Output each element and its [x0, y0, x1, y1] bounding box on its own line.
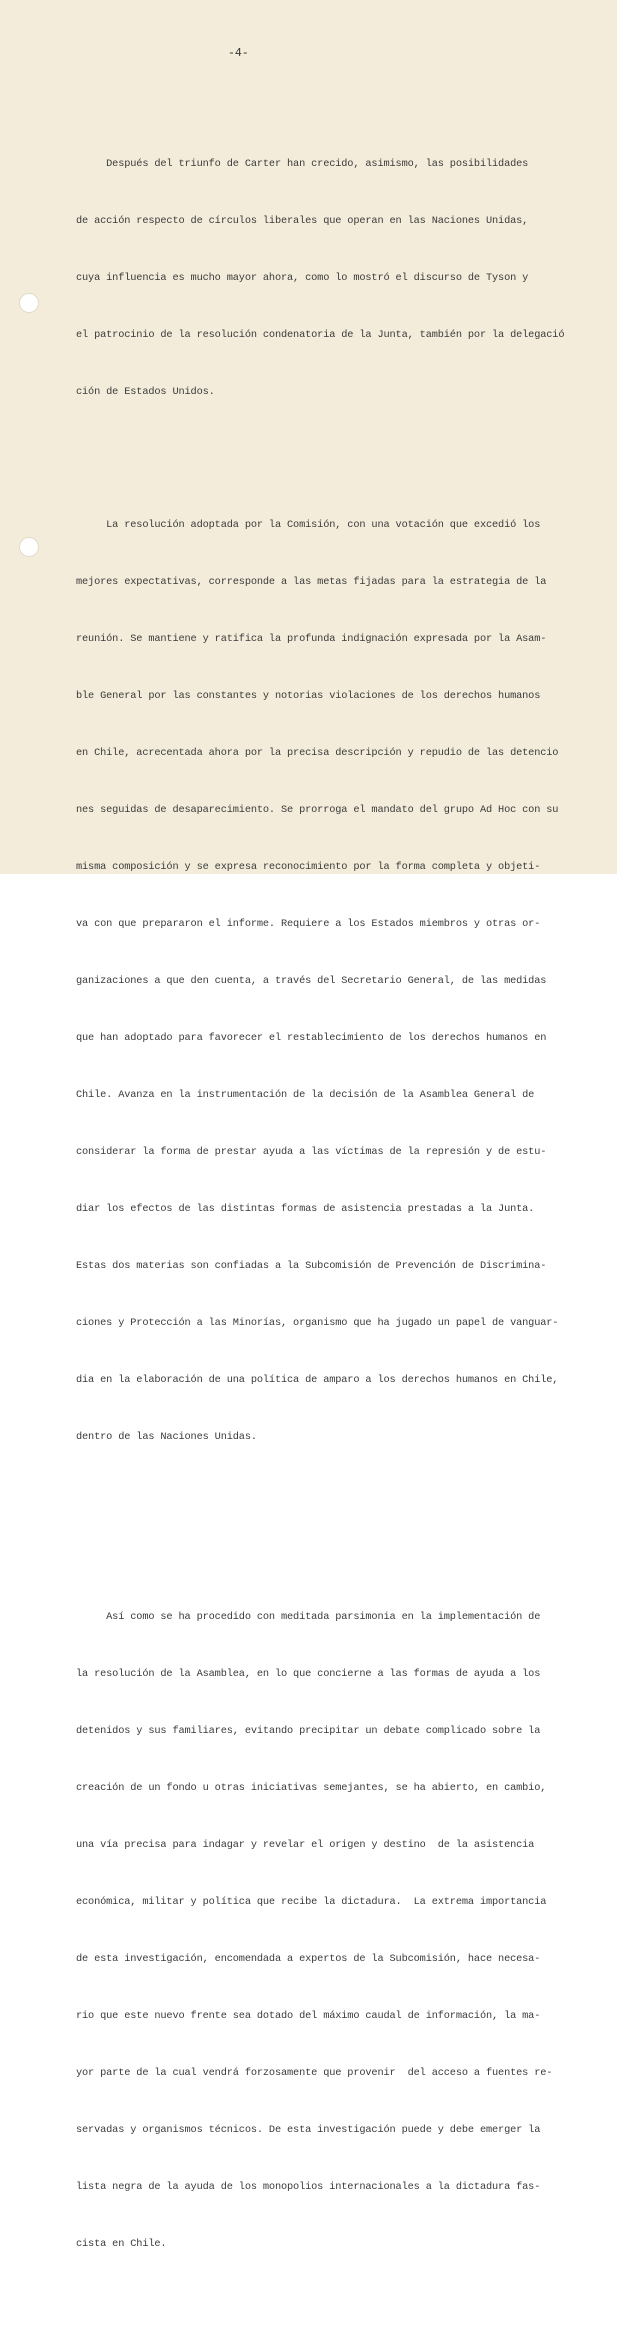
text-line: económica, militar y política que recibe la dictadura. La extrema importancia: [76, 1896, 547, 1908]
text-line: va con que prepararon el informe. Requiere a los Estados miembros y otras or-: [76, 918, 541, 930]
punch-hole: [19, 537, 39, 557]
text-line: la resolución de la Asamblea, en lo que concierne a las formas de ayuda a los: [76, 1668, 541, 1680]
punch-hole: [19, 293, 39, 313]
paragraph-gap: [76, 1523, 601, 1532]
text-line: Chile. Avanza en la instrumentación de la decisión de la Asamblea General de: [76, 1089, 535, 1101]
text-line: que han adoptado para favorecer el restablecimiento de los derechos humanos en: [76, 1032, 547, 1044]
text-line: detenidos y sus familiares, evitando precipitar un debate complicado sobre la: [76, 1725, 541, 1737]
page-number: -4-: [228, 47, 249, 60]
text-line: en Chile, acrecentada ahora por la precisa descripción y repudio de las detencio: [76, 747, 559, 759]
text-line: yor parte de la cual vendrá forzosamente que provenir del acceso a fuentes re-: [76, 2067, 553, 2079]
paragraph: [76, 478, 601, 1485]
text-line: Después del triunfo de Carter han crecido, asimismo, las posibilidades: [76, 158, 529, 170]
text-line: diar los efectos de las distintas formas de asistencia prestadas a la Junta.: [76, 1203, 535, 1215]
text-line: cista en Chile.: [76, 2238, 167, 2250]
text-line: una vía precisa para indagar y revelar el origen y destino de la asistencia: [76, 1839, 535, 1851]
text-line: ble General por las constantes y notorias violaciones de los derechos humanos: [76, 690, 541, 702]
text-line: de esta investigación, encomendada a expertos de la Subcomisión, hace necesa-: [76, 1953, 541, 1965]
text-line: de acción respecto de círculos liberales que operan en las Naciones Unidas,: [76, 215, 529, 227]
paragraph: [76, 117, 601, 440]
text-line: ganizaciones a que den cuenta, a través del Secretario General, de las medidas: [76, 975, 547, 987]
paragraph: [76, 1570, 601, 2292]
text-line: rio que este nuevo frente sea dotado del máximo caudal de información, la ma-: [76, 2010, 541, 2022]
text-line: cuya influencia es mucho mayor ahora, como lo mostró el discurso de Tyson y: [76, 272, 529, 284]
body-text: [76, 79, 601, 2330]
text-line: servadas y organismos técnicos. De esta investigación puede y debe emerger la: [76, 2124, 541, 2136]
text-line: misma composición y se expresa reconocimiento por la forma completa y objeti-: [76, 861, 541, 873]
text-line: La resolución adoptada por la Comisión, con una votación que excedió los: [76, 519, 541, 531]
text-line: ción de Estados Unidos.: [76, 386, 215, 398]
text-line: lista negra de la ayuda de los monopolios internacionales a la dictadura fas-: [76, 2181, 541, 2193]
text-line: el patrocinio de la resolución condenatoria de la Junta, también por la delegació: [76, 329, 565, 341]
text-line: Estas dos materias son confiadas a la Subcomisión de Prevención de Discrimina-: [76, 1260, 547, 1272]
text-line: dentro de las Naciones Unidas.: [76, 1431, 257, 1443]
text-line: ciones y Protección a las Minorías, organismo que ha jugado un papel de vanguar-: [76, 1317, 559, 1329]
text-line: reunión. Se mantiene y ratifica la profunda indignación expresada por la Asam-: [76, 633, 547, 645]
text-line: nes seguidas de desaparecimiento. Se prorroga el mandato del grupo Ad Hoc con su: [76, 804, 559, 816]
text-line: mejores expectativas, corresponde a las metas fijadas para la estrategia de la: [76, 576, 547, 588]
text-line: Así como se ha procedido con meditada parsimonia en la implementación de: [76, 1611, 541, 1623]
text-line: considerar la forma de prestar ayuda a las víctimas de la represión y de estu-: [76, 1146, 547, 1158]
text-line: creación de un fondo u otras iniciativas semejantes, se ha abierto, en cambio,: [76, 1782, 547, 1794]
text-line: dia en la elaboración de una política de amparo a los derechos humanos en Chile,: [76, 1374, 559, 1386]
